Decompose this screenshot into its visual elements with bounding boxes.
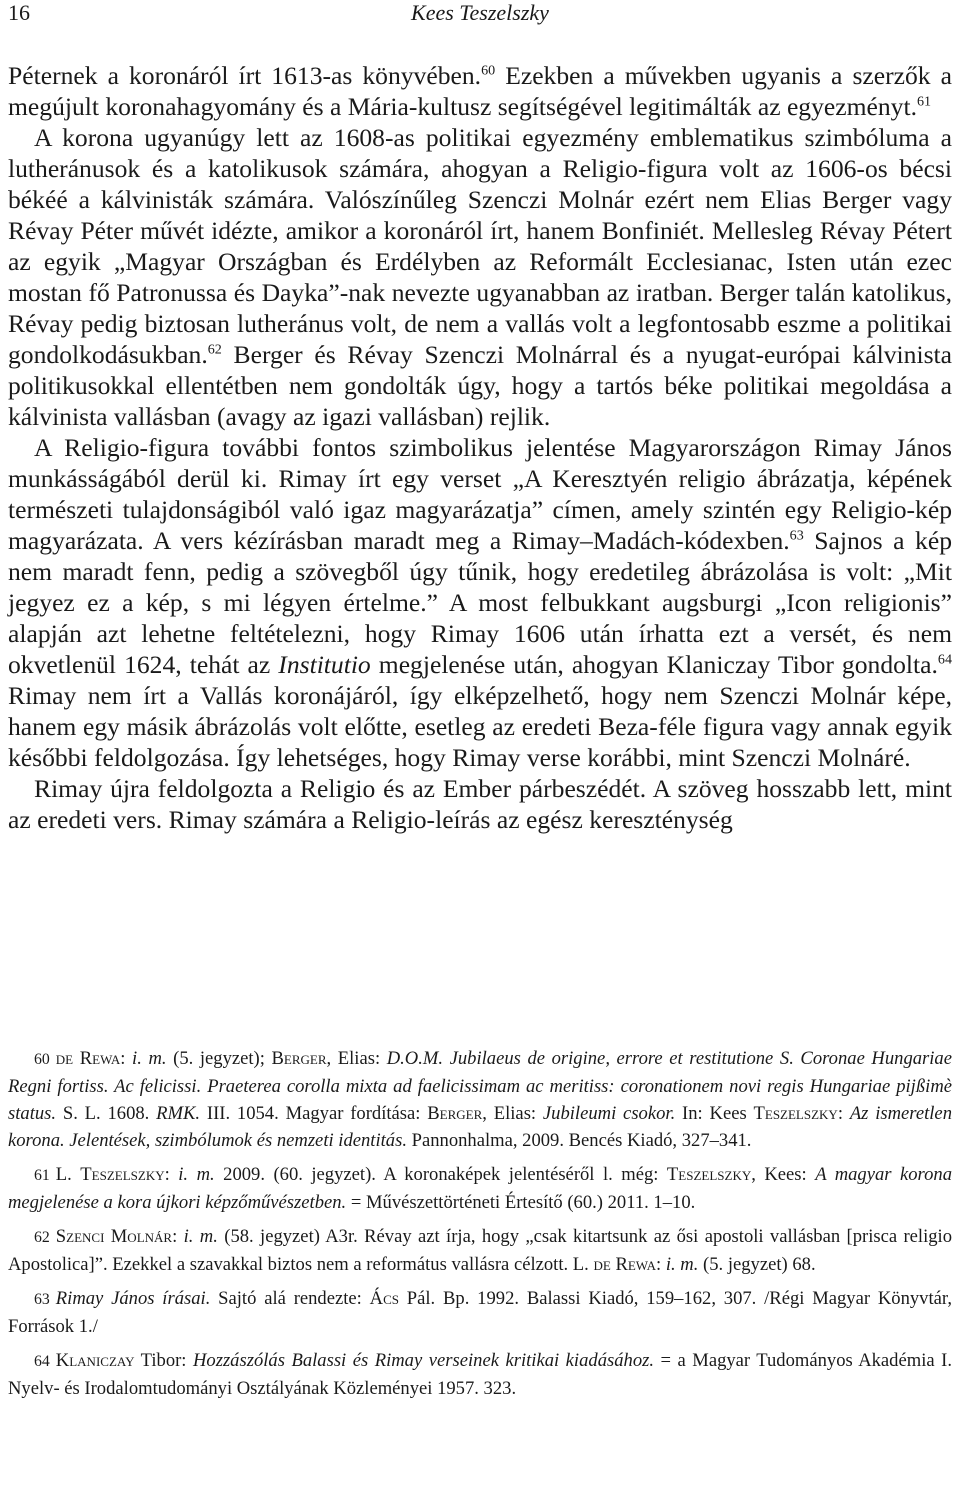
author-name: Berger: [427, 1103, 483, 1124]
text-run: Sajnos a kép nem maradt fenn, pedig a szövegből úgy tűnik, hogy eredetileg ábrázolása is volt: „Mit jegyez ez a kép, s mi légyen értelme.” A most felbukkant augsburgi „Icon religionis” alapján azt lehetne feltételezni, hogy Rimay 1606 után írhatta ezt a versét, és nem okvetlenül 1624, tehát az: [8, 526, 952, 679]
italic-run: i. m.: [183, 1226, 218, 1247]
paragraph-4: [8, 773, 952, 835]
author-name: Ács: [369, 1288, 399, 1309]
author-name: Teszelszky: [80, 1164, 165, 1185]
author-name: Berger: [271, 1048, 327, 1069]
text-run: :: [656, 1254, 666, 1275]
main-text: [8, 60, 952, 835]
text-run: Sajtó alá rendezte:: [210, 1288, 370, 1309]
page-number: 16: [8, 0, 30, 25]
footnote-number: 62: [34, 1229, 50, 1246]
text-run: :: [164, 1164, 179, 1185]
text-run: S. L. 1608.: [56, 1103, 157, 1124]
italic-title: Hozzászólás Balassi és Rimay verseinek kritikai kiadásához.: [192, 1350, 654, 1371]
italic-title: Institutio: [278, 650, 371, 679]
author-name: Teszelszky: [666, 1164, 752, 1185]
text-run: (58. jegyzet) A3r. Révay azt írja, hogy „csak kitartsunk az ősi apostoli vallásban [prisca religio Apostolica]”. Ezekkel a szavakkal biztos nem a református vallásra célzott. L.: [8, 1226, 952, 1275]
author-name: Teszelszky: [753, 1103, 838, 1124]
author-name: Szenci Molnár: [55, 1226, 173, 1247]
footnote-62: [8, 1223, 952, 1278]
italic-title: A magyar korona megjelenése a kora újkori képzőművészetben.: [8, 1164, 952, 1213]
text-run: :: [837, 1103, 850, 1124]
italic-run: i. m.: [132, 1048, 167, 1069]
text-run: Rimay nem írt a Vallás koronájáról, így elképzelhető, hogy nem Szenczi Molnár képe, hanem egy másik ábrázolás volt előtte, esetleg az eredeti Beza-féle figura vagy annak egyik későbbi feldolgozása. Így lehetséges, hogy Rimay verse korábbi, mint Szenczi Molnáré.: [8, 681, 952, 772]
text-run: , Elias:: [326, 1048, 387, 1069]
footnotes: [8, 1045, 952, 1409]
text-run: Rimay újra feldolgozta a Religio és az Ember párbeszédét. A szöveg hosszabb lett, mint az eredeti vers. Rimay számára a Religio-leírás az egész kereszténység: [8, 774, 952, 834]
italic-title: D.O.M. Jubilaeus de origine, errore et restitutione S. Coronae Hungariae Regni fortiss. Ac felicissi. Praeterea corolla mixta ad faelicissimam ac meritiss: coronationem novi regis Hungariae pijßimè status.: [8, 1048, 952, 1124]
text-run: 2009. (60. jegyzet). A koronaképek jelentéséről l. még:: [214, 1164, 667, 1185]
text-run: :: [120, 1048, 133, 1069]
footnote-61: [8, 1161, 952, 1216]
text-run: III. 1054. Magyar fordítása:: [200, 1103, 428, 1124]
text-run: Pannonhalma, 2009. Bencés Kiadó, 327–341.: [407, 1130, 752, 1151]
text-run: A korona ugyanúgy lett az 1608-as politikai egyezmény emblematikus szimbóluma a lutheránusok és a katolikusok számára, ahogyan a Religio-figura volt az 1606-os bécsi békéé a kálvinisták számára. Valószínűleg Szenczi Molnár ezért nem Elias Berger vagy Révay Péter művét idézte, amikor a koronáról írt, hanem Bonfiniét. Mellesleg Révay Pétert az egyik „Magyar Országban és Erdélyben az Reformált Ecclesianac, Isten után ezec mostan fő Patronussa és Dayka”-nak nevezte ugyanabban az iratban. Berger talán katolikus, Révay pedig biztosan lutheránus volt, de nem a vallás volt a legfontosabb eszme a politikai gondolkodásukban.: [8, 123, 952, 369]
text-run: :: [172, 1226, 184, 1247]
text-run: A Religio-figura további fontos szimbolikus jelentése Magyarországon Rimay János munkásságából derül ki. Rimay írt egy verset „A Keresztyén religio ábrázatja, képének természeti tulajdonságiból való igaz magyarázatja” címen, amely szintén egy Religio-kép magyarázata. A vers kézírásban maradt meg a Rimay–Madách-kódexben.: [8, 433, 952, 555]
italic-title: Jubileumi csokor.: [542, 1103, 676, 1124]
text-run: Tibor:: [134, 1350, 193, 1371]
text-run: In: Kees: [675, 1103, 754, 1124]
footnote-63: [8, 1285, 952, 1340]
text-run: (5. jegyzet);: [166, 1048, 272, 1069]
author-name: Klaniczay: [55, 1350, 135, 1371]
text-run: Ezekben a művekben ugyanis a szerzők a megújult koronahagyomány és a Mária-kultusz segítségével legitimálták az egyezményt.: [8, 61, 952, 121]
text-run: (5. jegyzet) 68.: [698, 1254, 816, 1275]
footnote-number: 60: [34, 1051, 50, 1068]
text-run: = Művészettörténeti Értesítő (60.) 2011. 1–10.: [346, 1192, 696, 1213]
italic-title: Az ismeretlen korona. Jelentések, szimbólumok és nemzeti identitás.: [8, 1103, 952, 1151]
text-run: Berger és Révay Szenczi Molnárral és a nyugat-európai kálvinista politikusokkal ellentétben nem gondolták úgy, hogy a tartós béke politikai megoldása a kálvinista vallásban (avagy az igazi vallásban) rejlik.: [8, 340, 952, 431]
footnote-number: 61: [34, 1167, 50, 1184]
italic-run: i. m.: [178, 1164, 215, 1185]
running-header: [8, 0, 952, 30]
text-run: megjelenése után, ahogyan Klaniczay Tibor gondolta.: [370, 650, 938, 679]
author-name: de Rewa: [55, 1048, 121, 1069]
text-run: , Elias:: [482, 1103, 543, 1124]
author-name: de Rewa: [593, 1254, 657, 1275]
footnote-ref-60[interactable]: 60: [481, 62, 496, 79]
footnote-60: [8, 1045, 952, 1154]
paragraph-3: [8, 432, 952, 773]
text-run: L.: [55, 1164, 81, 1185]
italic-run: i. m.: [665, 1254, 699, 1275]
text-run: = a Magyar Tudományos Akadémia I. Nyelv- és Irodalomtudományi Osztályának Közleményei 1957. 323.: [8, 1350, 952, 1399]
footnote-number: 63: [34, 1291, 50, 1308]
running-head-author: Kees Teszelszky: [411, 0, 549, 25]
italic-title: Rimay János írásai.: [55, 1288, 211, 1309]
footnote-ref-62[interactable]: 62: [207, 341, 222, 358]
footnote-ref-64[interactable]: 64: [937, 651, 952, 668]
text-run: , Kees:: [751, 1164, 816, 1185]
footnote-ref-61[interactable]: 61: [917, 93, 932, 110]
footnote-number: 64: [34, 1353, 50, 1370]
italic-run: RMK.: [156, 1103, 201, 1124]
footnote-64: [8, 1347, 952, 1402]
text-run: Péternek a koronáról írt 1613-as könyvében.: [8, 61, 482, 90]
paragraph-1: [8, 60, 952, 122]
paragraph-2: [8, 122, 952, 432]
footnote-ref-63[interactable]: 63: [789, 527, 804, 544]
text-run: Pál. Bp. 1992. Balassi Kiadó, 159–162, 307. /Régi Magyar Könyvtár, Források 1./: [8, 1288, 952, 1337]
